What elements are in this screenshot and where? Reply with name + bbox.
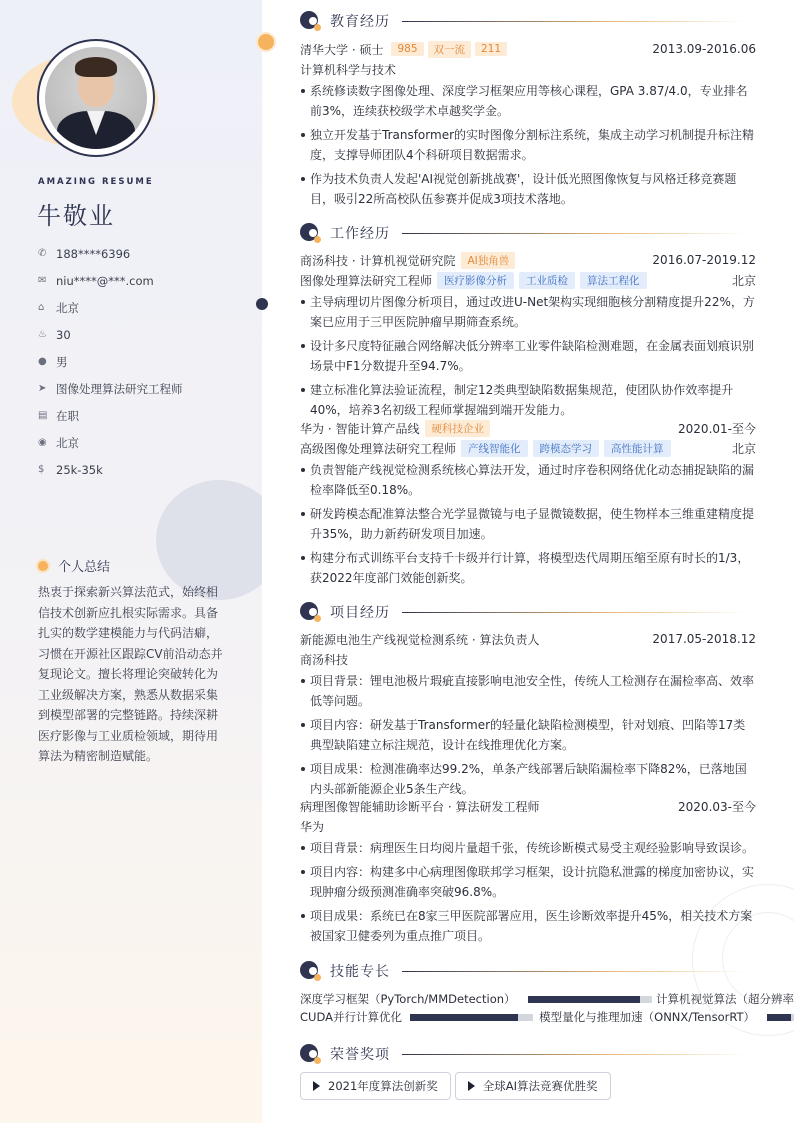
section-title: 技能专长: [330, 964, 390, 980]
contact-text: 188****6396: [56, 246, 131, 261]
contact-text: 25k-35k: [56, 462, 103, 477]
skill-bar-fill: [767, 1014, 791, 1021]
section-title: 教育经历: [330, 14, 390, 30]
play-icon: [468, 1081, 475, 1091]
school-tag: 211: [475, 42, 507, 56]
job-date: 2020.01-至今: [678, 421, 756, 436]
company-name: 华为 · 智能计算产品线: [300, 421, 420, 436]
job-role: 高级图像处理算法研究工程师: [300, 441, 457, 456]
skill-bar-fill: [410, 1014, 518, 1021]
project-date: 2017.05-2018.12: [652, 632, 756, 646]
section-education-heading: [300, 11, 746, 31]
divider: [402, 612, 746, 613]
award-badge: [300, 1072, 451, 1100]
skill-name: 深度学习框架（PyTorch/MMDetection）: [300, 992, 516, 1006]
skill-tag: 跨模态学习: [533, 440, 600, 457]
contact-row: [38, 456, 183, 483]
candidate-name: 牛敬业: [37, 202, 115, 230]
school-tag: 985: [391, 42, 423, 56]
skills-list: [300, 990, 794, 1026]
project-bullet: 项目内容：研发基于Transformer的轻量化缺陷检测模型，针对划痕、凹陷等17类典型缺陷建立标注规范，设计在线推理优化方案。: [300, 715, 756, 755]
section-title: 工作经历: [330, 226, 390, 242]
contact-row: [38, 375, 183, 402]
company-tag: 硬科技企业: [425, 420, 490, 437]
divider: [402, 233, 746, 234]
job-bullet: 主导病理切片图像分析项目，通过改进U-Net架构实现细胞核分割精度提升22%，方案已应用于三甲医院肿瘤早期筛查系统。: [300, 292, 756, 332]
job-bullet: 构建分布式训练平台支持千卡级并行计算，将模型迭代周期压缩至原有时长的1/3，获2022年度部门效能创新奖。: [300, 548, 756, 588]
section-title: 项目经历: [330, 605, 390, 621]
divider: [402, 971, 746, 972]
divider: [402, 21, 746, 22]
section-projects-heading: [300, 602, 746, 622]
major: 计算机科学与技术: [300, 62, 397, 77]
school-tag: 双一流: [428, 41, 472, 58]
project-org: 华为: [300, 819, 325, 834]
contact-row: [38, 348, 183, 375]
home-icon: ⌂: [38, 302, 45, 313]
project-date: 2020.03-至今: [678, 799, 756, 814]
school-name: 清华大学 · 硕士: [300, 42, 384, 57]
job-city: 北京: [731, 441, 756, 456]
decorative-dot: [256, 298, 268, 310]
contact-text: 男: [56, 354, 68, 369]
job-entry: [300, 250, 756, 424]
contact-row: [38, 321, 183, 348]
contact-text: 北京: [56, 435, 79, 450]
project-bullet: 项目内容：构建多中心病理图像联邦学习框架，设计抗隐私泄露的梯度加密协议，实现肿瘤分级预测准确率突破96.8%。: [300, 862, 756, 902]
sidebar: [0, 0, 262, 1123]
company-name: 商汤科技 · 计算机视觉研究院: [300, 253, 456, 268]
section-skills-heading: [300, 961, 746, 981]
project-bullet: 项目背景：病理医生日均阅片量超千张，传统诊断模式易受主观经验影响导致误诊。: [300, 838, 756, 858]
briefcase-icon: ▤: [38, 410, 48, 421]
phone-icon: ✆: [38, 248, 47, 259]
gender-icon: ●: [38, 356, 47, 367]
project-bullet: 项目成果：检测准确率达99.2%，单条产线部署后缺陷漏检率下降82%，已落地国内头部新能源企业5条生产线。: [300, 759, 756, 799]
section-icon: [300, 223, 320, 243]
salary-icon: $: [38, 464, 45, 475]
skill-tag: 算法工程化: [580, 272, 647, 289]
location-icon: ◉: [38, 437, 47, 448]
skill-bar: [528, 996, 652, 1003]
section-awards-heading: [300, 1044, 746, 1064]
section-icon: [300, 961, 320, 981]
project-name: 病理图像智能辅助诊断平台 · 算法研发工程师: [300, 799, 540, 814]
education-bullet: 作为技术负责人发起'AI视觉创新挑战赛'，设计低光照图像恢复与风格迁移竞赛题目，吸引22所高校队伍参赛并促成3项技术落地。: [300, 169, 756, 209]
skill-tag: 医疗影像分析: [437, 272, 514, 289]
contact-text: 30: [56, 327, 71, 342]
project-bullet: 项目成果：系统已在8家三甲医院部署应用，医生诊断效率提升45%，相关技术方案被国家卫健委列为重点推广项目。: [300, 906, 756, 946]
award-name: 全球AI算法竞赛优胜奖: [482, 1079, 598, 1093]
bullet-dot-icon: [36, 559, 50, 573]
education-bullet: 独立开发基于Transformer的实时图像分割标注系统，集成主动学习机制提升标注精度，支撑导师团队4个科研项目数据需求。: [300, 125, 756, 165]
contact-text: 北京: [56, 300, 79, 315]
job-entry: [300, 418, 756, 592]
job-bullet: 设计多尺度特征融合网络解决低分辨率工业零件缺陷检测难题，在金属表面划痕识别场景中F1分数提升至94.7%。: [300, 336, 756, 376]
section-icon: [300, 602, 320, 622]
skill-bar: [767, 1014, 794, 1021]
skill-name: 计算机视觉算法（超分辨率: [656, 992, 794, 1006]
skill-bar-fill: [528, 996, 640, 1003]
job-date: 2016.07-2019.12: [652, 253, 756, 267]
section-work-heading: [300, 223, 746, 243]
section-title: 荣誉奖项: [330, 1047, 390, 1063]
contact-row: [38, 429, 183, 456]
project-bullet: 项目背景：锂电池极片瑕疵直接影响电池安全性，传统人工检测存在漏检率高、效率低等问题。: [300, 671, 756, 711]
job-bullet: 负责智能产线视觉检测系统核心算法开发，通过时序卷积网络优化动态捕捉缺陷的漏检率降低至0.18%。: [300, 460, 756, 500]
contact-row: [38, 294, 183, 321]
resume-tagline: AMAZING RESUME: [38, 177, 154, 187]
awards-list: [300, 1072, 615, 1100]
contact-row: [38, 267, 183, 294]
contact-text: 在职: [56, 408, 79, 423]
education-entry: [300, 39, 756, 213]
contact-row: [38, 402, 183, 429]
decorative-dot: [256, 32, 276, 52]
play-icon: [313, 1081, 320, 1091]
section-icon: [300, 11, 320, 31]
skill-tag: 高性能计算: [604, 440, 671, 457]
project-org: 商汤科技: [300, 652, 349, 667]
education-bullet: 系统修读数字图像处理、深度学习框架应用等核心课程，GPA 3.87/4.0，专业排名前3%，连续获校级学术卓越奖学金。: [300, 81, 756, 121]
skill-name: 模型量化与推理加速（ONNX/TensorRT）: [539, 1010, 756, 1024]
skill-tag: 产线智能化: [461, 440, 528, 457]
job-role: 图像处理算法研究工程师: [300, 273, 433, 288]
profile-photo: [45, 47, 147, 149]
project-entry: [300, 629, 756, 803]
send-icon: ➤: [38, 383, 47, 394]
avatar: [37, 39, 155, 157]
award-badge: [455, 1072, 611, 1100]
job-bullet: 研发跨模态配准算法整合光学显微镜与电子显微镜数据，使生物样本三维重建精度提升35%，助力新药研发项目加速。: [300, 504, 756, 544]
project-entry: [300, 796, 756, 950]
summary-title: 个人总结: [58, 560, 111, 575]
skill-bar: [410, 1014, 533, 1021]
mail-icon: ✉: [38, 275, 47, 286]
summary-text: 热衷于探索新兴算法范式，始终相信技术创新应扎根实际需求。具备扎实的数学建模能力与代码洁癖，习惯在开源社区跟踪CV前沿动态并复现论文。擅长将理论突破转化为工业级解决方案，熟悉从数据采集到模型部署的完整链路。持续深耕医疗影像与工业质检领域，期待用算法为精密制造赋能。: [38, 585, 223, 763]
contact-row: [38, 240, 183, 267]
project-name: 新能源电池生产线视觉检测系统 · 算法负责人: [300, 632, 540, 647]
award-name: 2021年度算法创新奖: [328, 1079, 438, 1093]
contact-text: 图像处理算法研究工程师: [56, 381, 183, 396]
contact-info: [38, 240, 183, 483]
job-bullet: 建立标准化算法验证流程，制定12类典型缺陷数据集规范，使团队协作效率提升40%，培养3名初级工程师掌握端到端开发能力。: [300, 380, 756, 420]
job-city: 北京: [731, 273, 756, 288]
education-date: 2013.09-2016.06: [652, 42, 756, 56]
section-icon: [300, 1044, 320, 1064]
company-tag: AI独角兽: [461, 252, 515, 269]
divider: [402, 1054, 746, 1055]
contact-text: niu****@***.com: [56, 273, 154, 288]
summary-heading: [36, 556, 110, 575]
cake-icon: ♨: [38, 329, 47, 340]
skill-tag: 工业质检: [519, 272, 575, 289]
skill-name: CUDA并行计算优化: [300, 1010, 402, 1024]
